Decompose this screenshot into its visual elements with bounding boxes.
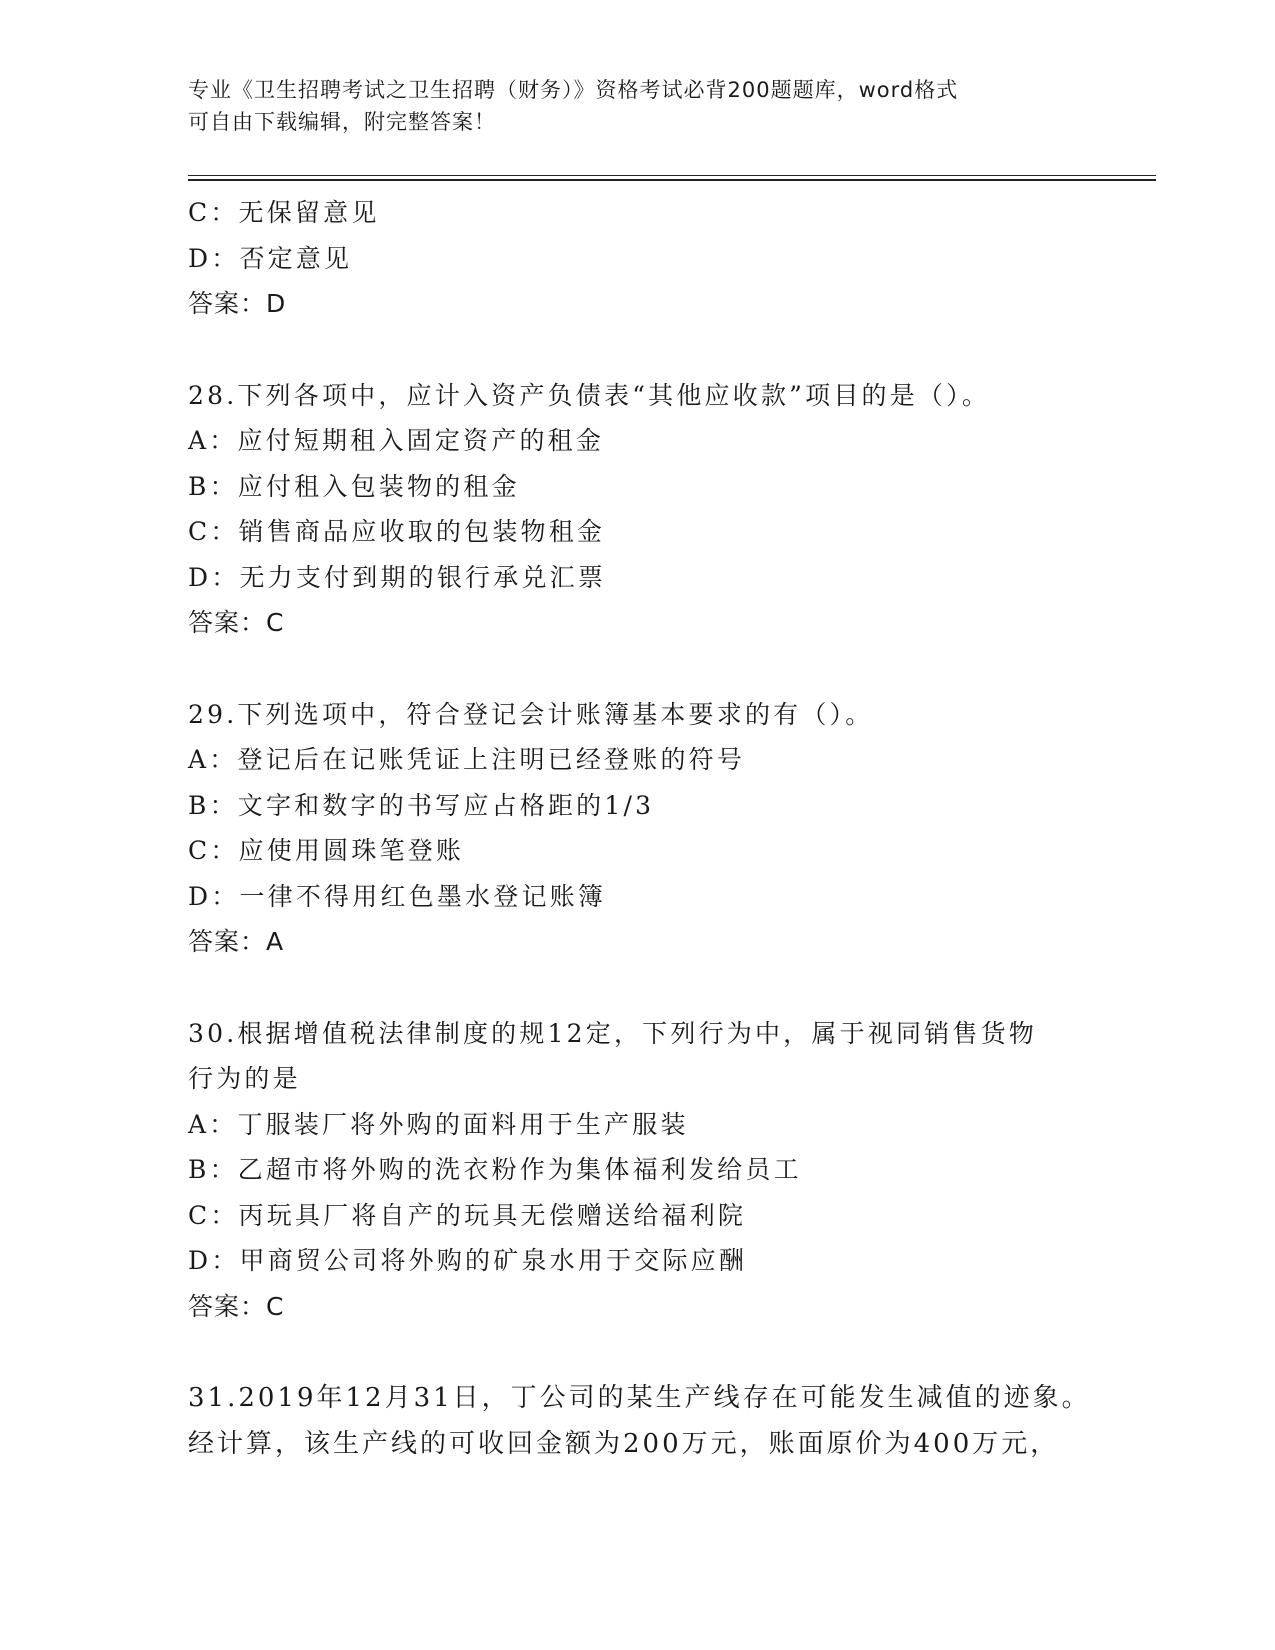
question-stem-line-1: 31.2019年12月31日，丁公司的某生产线存在可能发生减值的迹象。 <box>188 1383 1091 1413</box>
question-28 <box>188 373 1088 646</box>
option-c: C：销售商品应收取的包装物租金 <box>188 517 606 546</box>
question-29 <box>188 692 1088 965</box>
answer-label: 答案：A <box>188 927 285 956</box>
option-d: D：一律不得用红色墨水登记账簿 <box>188 881 607 911</box>
option-c: C：应使用圆珠笔登账 <box>188 836 465 865</box>
spacer <box>188 327 1088 373</box>
option-c: C：丙玩具厂将自产的玩具无偿赠送给福利院 <box>188 1200 747 1230</box>
header-divider-thick <box>188 179 1156 181</box>
question-stem-line-1: 30.根据增值税法律制度的规12定，下列行为中，属于视同销售货物 <box>188 1018 1037 1048</box>
option-b: B：文字和数字的书写应占格距的1/3 <box>188 790 655 820</box>
option-a: A：登记后在记账凭证上注明已经登账的符号 <box>188 745 746 774</box>
question-stem: 29.下列选项中，符合登记会计账簿基本要求的有（）。 <box>188 699 874 729</box>
header-title-line-1: 专业《卫生招聘考试之卫生招聘（财务）》资格考试必背200题题库，word格式 <box>188 78 959 102</box>
spacer <box>188 1329 1088 1375</box>
option-c: C：无保留意见 <box>188 198 380 227</box>
header-title-line-2: 可自由下载编辑，附完整答案！ <box>188 110 496 134</box>
option-a: A：丁服装厂将外购的面料用于生产服装 <box>188 1109 689 1139</box>
question-stem-line-2: 经计算，该生产线的可收回金额为200万元，账面原价为400万元， <box>188 1428 1060 1459</box>
question-stem-line-2: 行为的是 <box>188 1064 301 1093</box>
option-b: B：乙超市将外购的洗衣粉作为集体福利发给员工 <box>188 1155 802 1184</box>
spacer <box>188 646 1088 692</box>
answer-label: 答案：C <box>188 608 285 637</box>
option-b: B：应付租入包装物的租金 <box>188 471 520 501</box>
spacer <box>188 965 1088 1011</box>
question-stem: 28.下列各项中，应计入资产负债表“其他应收款”项目的是（）。 <box>188 380 991 410</box>
question-31 <box>188 1375 1091 1466</box>
question-30 <box>188 1011 1088 1330</box>
option-d: D：否定意见 <box>188 243 353 273</box>
answer-label: 答案：D <box>188 289 287 318</box>
question-27-tail <box>188 190 1088 327</box>
question-list <box>188 190 1091 1466</box>
page-header <box>188 74 1088 138</box>
option-d: D：无力支付到期的银行承兑汇票 <box>188 562 607 592</box>
option-d: D：甲商贸公司将外购的矿泉水用于交际应酬 <box>188 1246 748 1275</box>
answer-label: 答案：C <box>188 1291 285 1321</box>
header-divider-thin <box>188 175 1156 176</box>
option-a: A：应付短期租入固定资产的租金 <box>188 426 605 455</box>
